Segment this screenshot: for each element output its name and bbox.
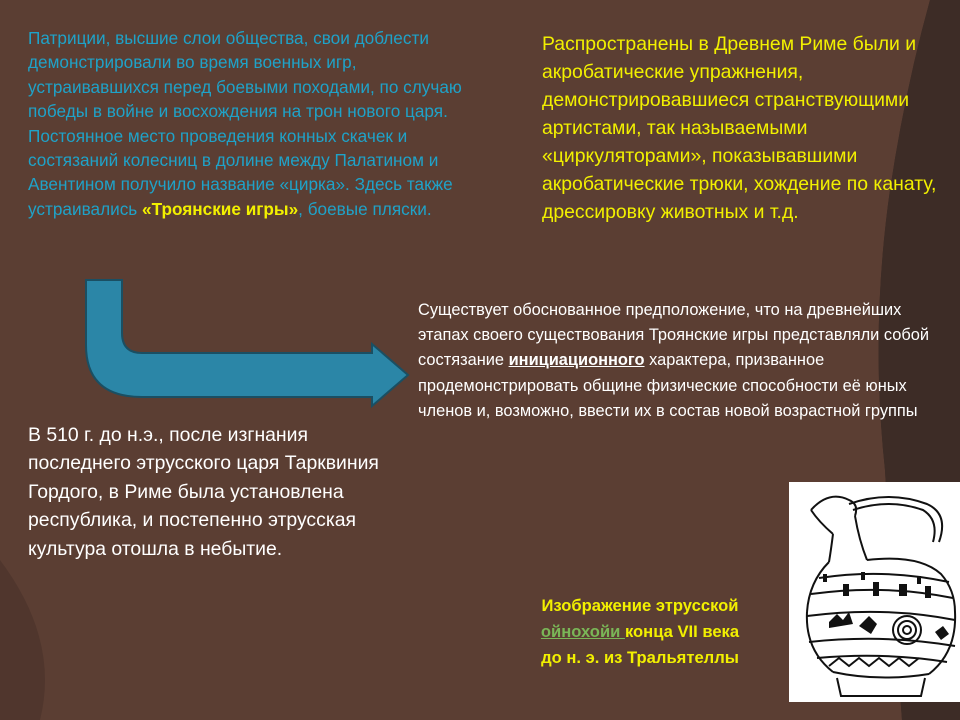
paragraph-patricians-end: , боевые пляски. bbox=[298, 198, 432, 219]
image-caption bbox=[490, 593, 790, 671]
oinochoe-drawing-icon bbox=[789, 482, 960, 702]
paragraph-republic: В 510 г. до н.э., после изгнания последнего этрусского царя Тарквиния Гордого, в Риме была установлена республика, и постепенно этрусская культура отошла в небытие. bbox=[28, 424, 379, 560]
paragraph-trojan-games bbox=[418, 298, 948, 424]
paragraph-trojan-games-end: характера, призванное продемонстрировать общине физические способности её юных членов и, возможно, ввести их в состав новой возрастной группы bbox=[418, 351, 918, 420]
trojan-games-highlight: «Троянские игры» bbox=[142, 198, 299, 219]
bent-arrow-icon bbox=[80, 275, 410, 425]
paragraph-acrobatics: Распространены в Древнем Риме были и акробатические упражнения, демонстрировавшиеся странствующими артистами, так называемыми «циркуляторами», показывавшими акробатические трюки, хождение по канату, дрессировку животных и т.д. bbox=[542, 33, 937, 223]
paragraph-patricians bbox=[28, 26, 490, 221]
paragraph-patricians-text: Патриции, высшие слои общества, свои доблести демонстрировали во время военных игр, устраивавшихся перед боевыми походами, по случаю победы в войне и восхождения на трон нового царя. Постоянное место проведения конных скачек и состязаний колесниц в долине между Палатином и Авентином получило название «цирка». Здесь также устраивались bbox=[28, 28, 462, 219]
initiation-term: инициационного bbox=[508, 351, 645, 370]
caption-line-2: конца VII века bbox=[624, 622, 740, 641]
oinochoe-link[interactable]: ойнохойи bbox=[540, 622, 625, 641]
caption-line-1: Изображение этрусской bbox=[541, 596, 739, 615]
paragraph-trojan-games-text: Существует обоснованное предположение, что на древнейших этапах своего существования Троянские игры представляли собой состязание bbox=[418, 301, 930, 370]
etruscan-oinochoe-image bbox=[789, 482, 960, 702]
caption-line-3: до н. э. из Тральятеллы bbox=[541, 648, 739, 667]
